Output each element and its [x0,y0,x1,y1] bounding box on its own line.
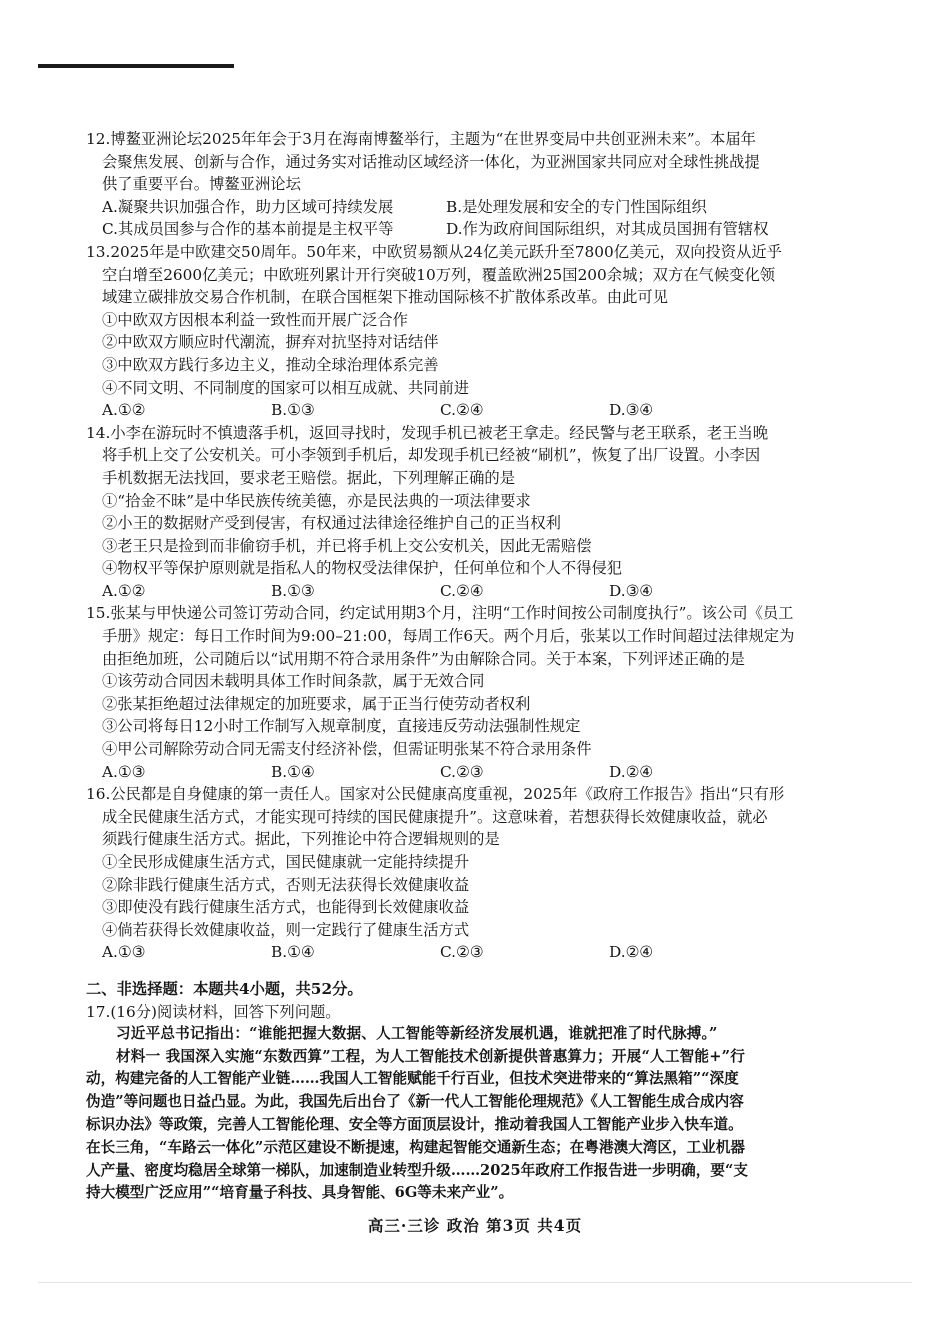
q15-option-a: A.①③ [102,762,146,781]
question-13 [86,241,836,422]
q12-option-c: C.其成员国参与合作的基本前提是主权平等 [102,220,394,239]
q13-option-a: A.①② [102,401,146,420]
q16-option-b: B.①④ [271,943,315,962]
q12-line1: 12.博鳌亚洲论坛2025年年会于3月在海南博鳌举行，主题为“在世界变局中共创亚洲未来”。本届年 [86,130,756,148]
q17-material-line2: 动，构建完备的人工智能产业链……我国人工智能赋能千行百业，但技术突进带来的“算法黑箱”“深度 [86,1070,739,1088]
q15-item-1: ①该劳动合同因未载明具体工作时间条款，属于无效合同 [102,672,485,691]
q17-material-line6: 人产量、密度均稳居全球第一梯队，加速制造业转型升级……2025年政府工作报告进一步明确，要“支 [86,1161,748,1179]
q15-option-d: D.②④ [609,762,654,781]
q14-item-4: ④物权平等保护原则就是指私人的物权受法律保护，任何单位和个人不得侵犯 [102,559,623,578]
q14-option-b: B.①③ [271,581,315,600]
q12-line2: 会聚焦发展、创新与合作，通过务实对话推动区域经济一体化，为亚洲国家共同应对全球性挑战提 [102,152,760,171]
q14-option-a: A.①② [102,581,146,600]
q13-line1: 13.2025年是中欧建交50周年。50年来，中欧贸易额从24亿美元跃升至7800亿美元，双向投资从近乎 [86,242,782,261]
q16-option-c: C.②③ [440,943,484,962]
q13-item-2: ②中欧双方顺应时代潮流，摒弃对抗坚持对话结伴 [102,333,439,352]
q12-options-row1 [86,196,836,219]
q17-material-line3: 伪造”等问题也日益凸显。为此，我国先后出台了《新一代人工智能伦理规范》《人工智能生成合成内容 [86,1093,744,1111]
question-12 [86,128,836,241]
q15-line2: 手册》规定：每日工作时间为9:00–21:00，每周工作6天。两个月后，张某以工作时间超过法律规定为 [102,627,795,646]
q17-quote: 习近平总书记指出：“谁能把握大数据、人工智能等新经济发展机遇，谁就把准了时代脉搏。” [116,1025,718,1043]
q15-line1: 15.张某与甲快递公司签订劳动合同，约定试用期3个月，注明“工作时间按公司制度执行”。该公司《员工 [86,604,794,623]
exam-page [86,128,836,1205]
q14-option-c: C.②④ [440,581,484,600]
q16-item-1: ①全民形成健康生活方式，国民健康就一定能持续提升 [102,853,470,871]
header-rule [38,64,234,68]
question-16 [86,783,836,964]
question-15 [86,602,836,783]
q16-line2: 成全民健康生活方式，才能实现可持续的国民健康提升”。这意味着，若想获得长效健康收益，就必 [102,807,768,826]
q16-item-2: ②除非践行健康生活方式，否则无法获得长效健康收益 [102,875,470,894]
q14-options [86,580,836,603]
q13-item-4: ④不同文明、不同制度的国家可以相互成就、共同前进 [102,378,470,397]
q13-options [86,399,836,422]
q17-material-line7: 持大模型广泛应用”“培育量子科技、具身智能、6G等未来产业”。 [86,1184,514,1202]
q15-line3: 由拒绝加班，公司随后以“试用期不符合录用条件”为由解除合同。关于本案，下列评述正确的是 [102,649,745,668]
q13-option-c: C.②④ [440,401,484,420]
q14-line2: 将手机上交了公安机关。可小李领到手机后，却发现手机已经被“刷机”，恢复了出厂设置。小李因 [102,446,761,465]
q12-option-b: B.是处理发展和安全的专门性国际组织 [446,197,707,216]
q14-item-1: ①“拾金不昧”是中华民族传统美德，亦是民法典的一项法律要求 [102,491,531,510]
q13-option-d: D.③④ [609,401,654,420]
page-footer: 高三·三诊 政治 第3页 共4页 [367,1216,583,1235]
question-14 [86,422,836,603]
q17-head: 17.(16分)阅读材料，回答下列问题。 [86,1002,341,1021]
q13-item-3: ③中欧双方践行多边主义，推动全球治理体系完善 [102,355,439,374]
q15-item-2: ②张某拒绝超过法律规定的加班要求，属于正当行使劳动者权利 [102,694,531,713]
q16-option-d: D.②④ [609,943,654,962]
q15-options [86,761,836,784]
q15-item-4: ④甲公司解除劳动合同无需支付经济补偿，但需证明张某不符合录用条件 [102,740,592,759]
q16-line3: 须践行健康生活方式。据此，下列推论中符合逻辑规则的是 [102,830,500,849]
q13-option-b: B.①③ [271,401,315,420]
q13-line2: 空白增至2600亿美元；中欧班列累计开行突破10万列，覆盖欧洲25国200余城；双方在气候变化领 [102,265,776,284]
q17-material-line5: 在长三角，“车路云一体化”示范区建设不断提速，构建起智能交通新生态；在粤港澳大湾区，工业机器 [86,1138,745,1156]
q17-material-line4: 标识办法》等政策，完善人工智能伦理、安全等方面顶层设计，推动着我国人工智能产业步入快车道。 [86,1115,743,1133]
q16-line1: 16.公民都是自身健康的第一责任人。国家对公民健康高度重视，2025年《政府工作报告》指出“只有形 [86,785,785,804]
q16-options [86,941,836,964]
q12-option-d: D.作为政府间国际组织，对其成员国拥有管辖权 [446,220,769,239]
q12-options-row2 [86,218,836,241]
q16-item-4: ④倘若获得长效健康收益，则一定践行了健康生活方式 [102,920,470,939]
q13-item-1: ①中欧双方因根本利益一致性而开展广泛合作 [102,310,408,329]
q15-item-3: ③公司将每日12小时工作制写入规章制度，直接违反劳动法强制性规定 [102,717,581,736]
section-heading: 二、非选择题：本题共4小题，共52分。 [86,979,363,998]
q15-option-b: B.①④ [271,762,315,781]
footer-rule [38,1282,912,1283]
q15-option-c: C.②③ [440,762,484,781]
q17-material-line1: 材料一 我国深入实施“东数西算”工程，为人工智能技术创新提供普惠算力；开展“人工智能+”行 [116,1047,746,1065]
question-17 [86,1001,836,1206]
q14-item-2: ②小王的数据财产受到侵害，有权通过法律途径维护自己的正当权利 [102,514,561,533]
q14-item-3: ③老王只是捡到而非偷窃手机，并已将手机上交公安机关，因此无需赔偿 [102,536,592,555]
q12-line3: 供了重要平台。博鳌亚洲论坛 [102,175,301,194]
q14-line3: 手机数据无法找回，要求老王赔偿。据此，下列理解正确的是 [102,468,516,487]
q16-option-a: A.①③ [102,943,146,962]
q12-option-a: A.凝聚共识加强合作，助力区域可持续发展 [102,197,394,216]
q16-item-3: ③即使没有践行健康生活方式，也能得到长效健康收益 [102,898,470,917]
q13-line3: 域建立碳排放交易合作机制，在联合国框架下推动国际核不扩散体系改革。由此可见 [102,288,668,307]
q14-option-d: D.③④ [609,581,654,600]
q14-line1: 14.小李在游玩时不慎遗落手机，返回寻找时，发现手机已被老王拿走。经民警与老王联系，老王当晚 [86,423,769,442]
